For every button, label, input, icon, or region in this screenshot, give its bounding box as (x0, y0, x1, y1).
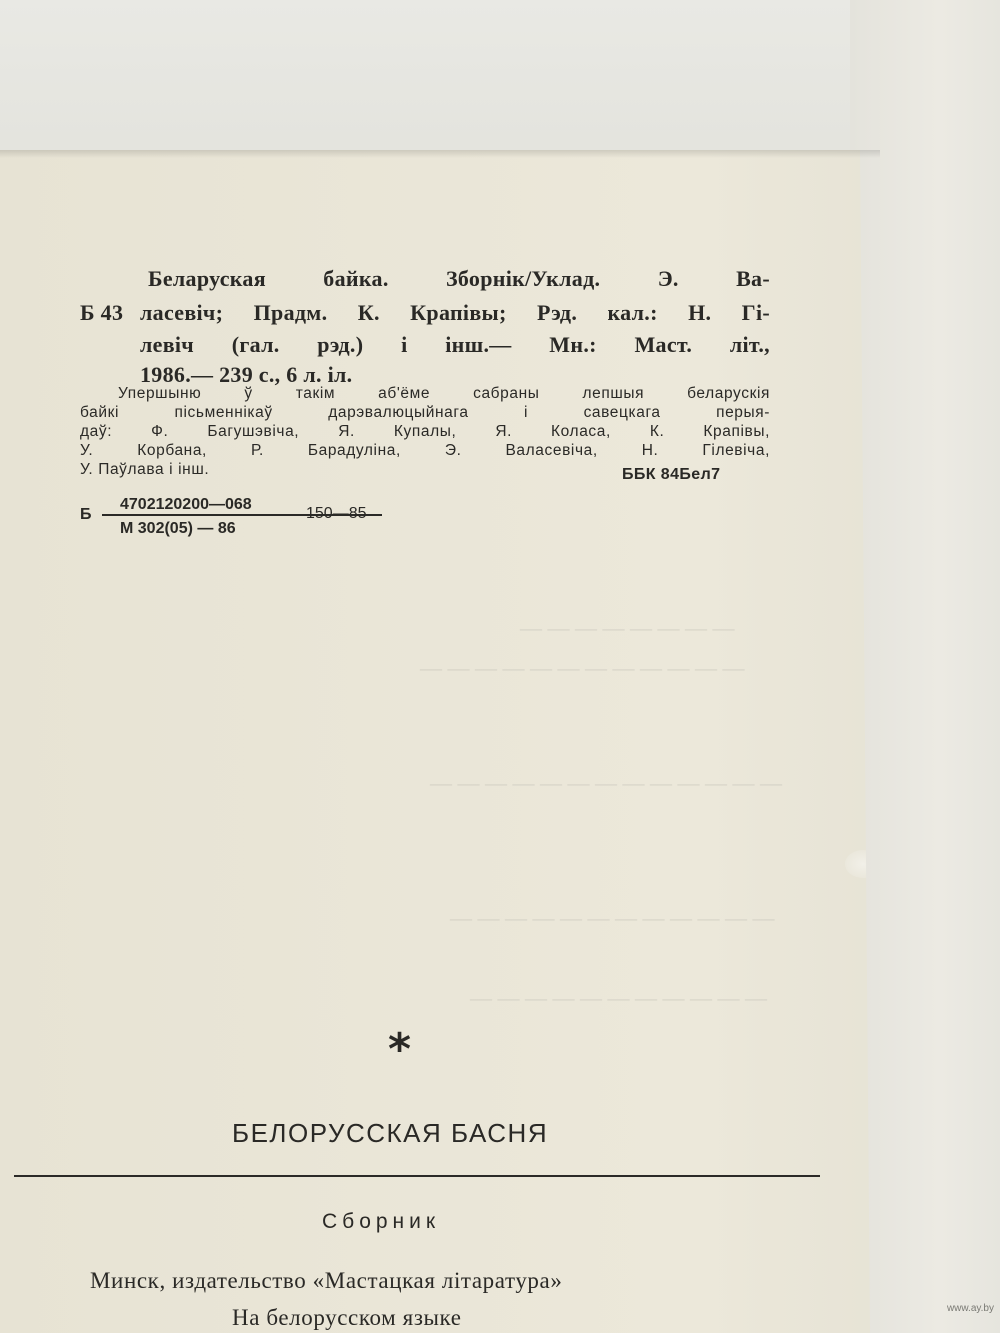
asterisk-divider: * (388, 1024, 412, 1075)
annotation-line-3: даў: Ф. Багушэвіча, Я. Купалы, Я. Коласа, К. Крапівы, (80, 423, 770, 440)
annotation-line-5: У. Паўлава і інш. (80, 461, 210, 478)
fraction-letter: Б (80, 506, 92, 523)
biblio-line-1: Беларуская байка. Зборнік/Уклад. Э. Ва- (148, 266, 770, 291)
annotation-line-1: Упершыню ў такім аб'ёме сабраны лепшыя беларускія (118, 385, 770, 402)
russian-title: БЕЛОРУССКАЯ БАСНЯ (232, 1118, 549, 1148)
fraction-suffix: 150—85 (306, 505, 367, 522)
show-through-text: — — — — — — — — — — — — (420, 655, 745, 680)
library-code: Б 43 (80, 300, 124, 325)
annotation (80, 384, 770, 479)
show-through-text: — — — — — — — — — — — (470, 985, 767, 1010)
biblio-line-4: 1986.— 239 с., 6 л. іл. (140, 362, 353, 387)
book-page (0, 150, 1000, 1333)
annotation-line-4: У. Корбана, Р. Барадуліна, Э. Валасевіча, Н. Гілевіча, (80, 442, 770, 459)
show-through-text: — — — — — — — — — — — — — (430, 770, 782, 795)
bbk-classification: ББК 84Бел7 (622, 466, 721, 483)
background-sheet-right (850, 0, 1000, 1333)
show-through-text: — — — — — — — — (520, 615, 735, 640)
fraction-numerator: 4702120200—068 (120, 496, 252, 513)
biblio-line-2: ласевіч; Прадм. К. Крапівы; Рэд. кал.: Н. Гі- (140, 300, 770, 325)
page-top-shadow (0, 150, 880, 158)
subtitle: Сборник (322, 1210, 441, 1233)
language-line: На белорусском языке (232, 1305, 462, 1330)
watermark: www.ay.by (946, 1303, 994, 1314)
biblio-line-3: левіч (гал. рэд.) і інш.— Мн.: Маст. літ., (140, 332, 770, 357)
publisher-line: Минск, издательство «Мастацкая літаратура» (90, 1268, 563, 1293)
show-through-text: — — — — — — — — — — — — (450, 905, 775, 930)
horizontal-rule (14, 1175, 820, 1177)
annotation-line-2: байкі пісьменнікаў дарэвалюцыйнага і савецкага перыя- (80, 404, 770, 421)
fraction-denominator: М 302(05) — 86 (120, 520, 236, 537)
